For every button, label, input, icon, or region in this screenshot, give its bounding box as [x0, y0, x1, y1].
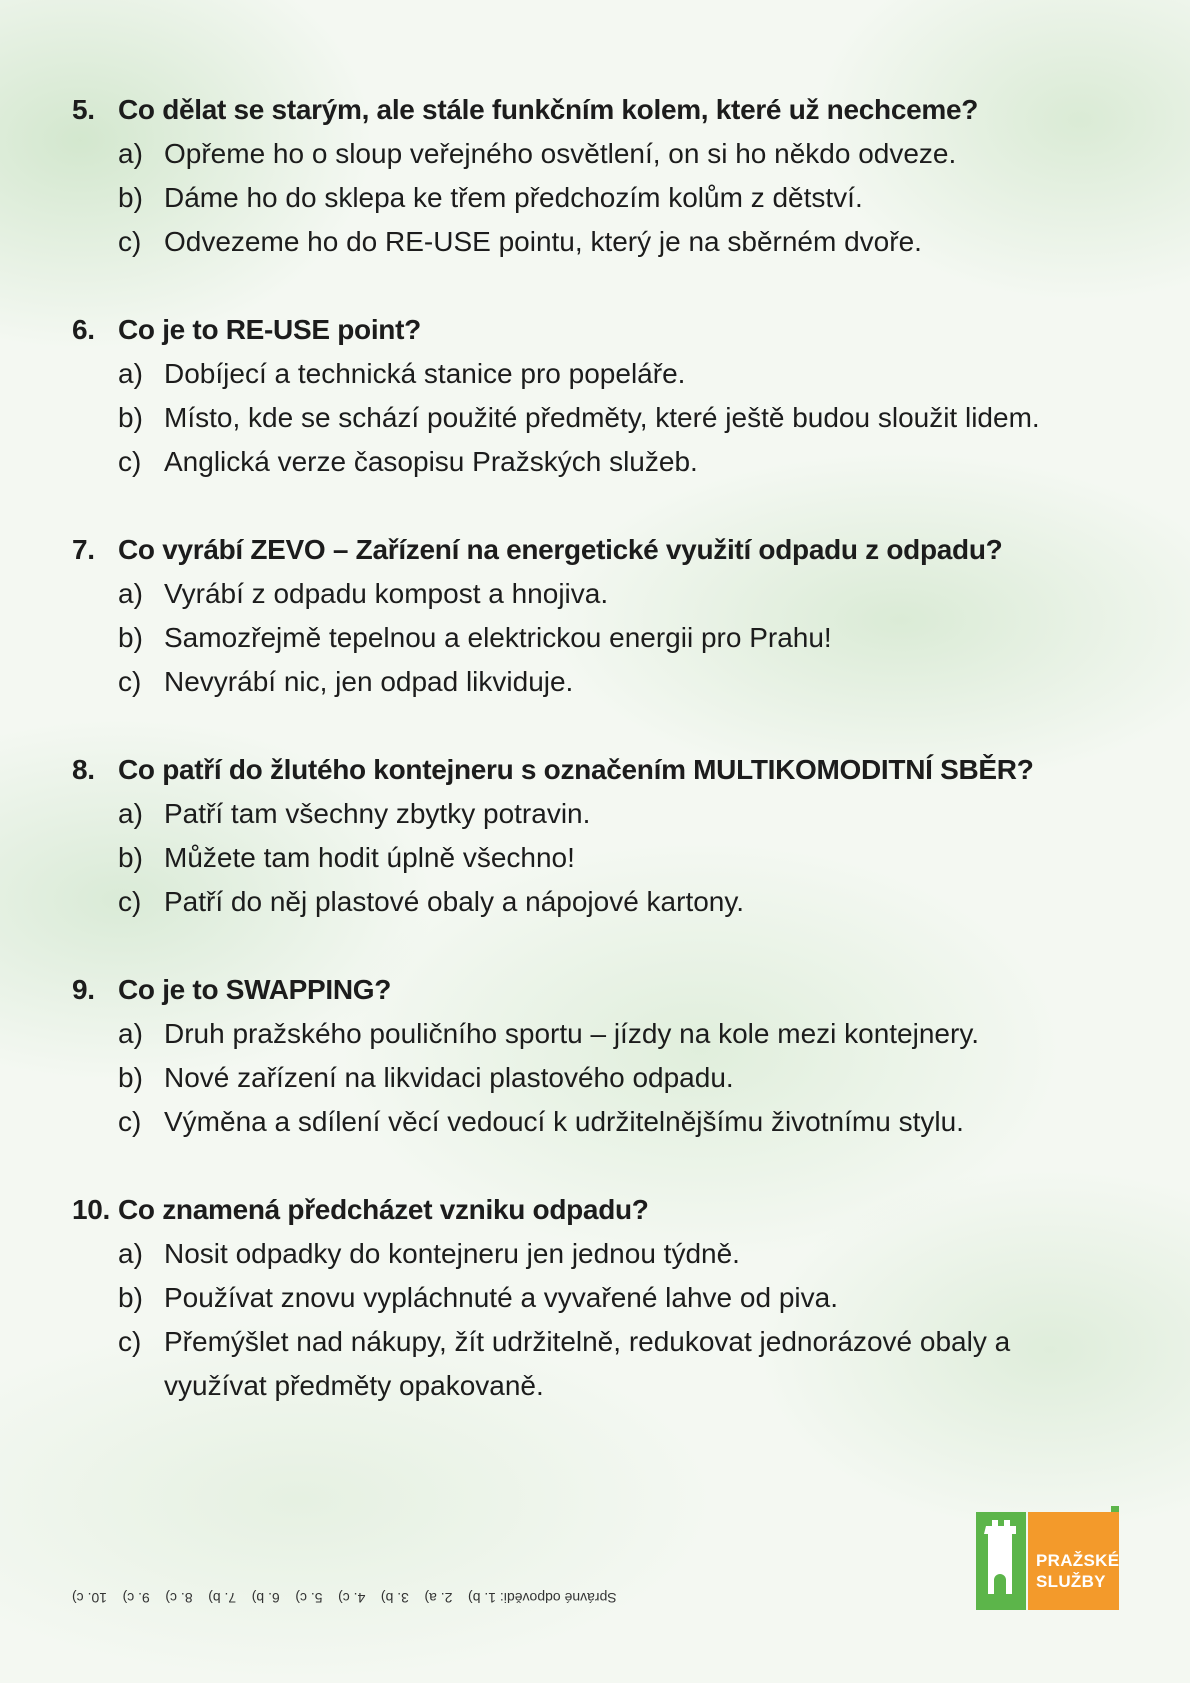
question-5 [72, 88, 1152, 264]
answer-text: Odvezeme ho do RE-USE pointu, který je na sběrném dvoře. [164, 226, 922, 257]
answer-key: a) [118, 1018, 143, 1049]
question-6 [72, 308, 1152, 484]
answer-key: c) [118, 886, 142, 917]
answer-key: a) [118, 358, 143, 389]
answer-text: Anglická verze časopisu Pražských služeb. [164, 446, 698, 477]
answer-text: Nové zařízení na likvidaci plastového odpadu. [164, 1062, 734, 1093]
question-number: 5. [72, 94, 95, 125]
answer-option [72, 660, 1152, 704]
logo-text [1036, 1550, 1119, 1592]
answer-key: b) [118, 842, 143, 873]
answer-option [72, 1232, 1152, 1276]
answer-key: b) [118, 1062, 143, 1093]
answer-text: Druh pražského pouličního sportu – jízdy na kole mezi kontejnery. [164, 1018, 980, 1049]
answer-option [72, 396, 1152, 440]
answer-text: Přemýšlet nad nákupy, žít udržitelně, redukovat jednorázové obaly a využívat předměty opakovaně. [164, 1326, 1011, 1401]
answer-text: Používat znovu vypláchnuté a vyvařené lahve od piva. [164, 1282, 838, 1313]
answer-option [72, 1012, 1152, 1056]
answer-option [72, 836, 1152, 880]
answer-option [72, 132, 1152, 176]
answer-key: c) [118, 1106, 142, 1137]
upside-down-answer-key: Správné odpovědi: 1. b) 2. a) 3. b) 4. c) 5. c) 6. b) 7. b) 8. c) 9. c) 10. c) [72, 1590, 617, 1606]
answer-option [72, 440, 1152, 484]
answer-text: Můžete tam hodit úplně všechno! [164, 842, 575, 873]
answer-key: b) [118, 1282, 143, 1313]
question-text: Co je to RE-USE point? [118, 314, 421, 345]
answer-text: Opřeme ho o sloup veřejného osvětlení, on si ho někdo odveze. [164, 138, 957, 169]
answer-key: c) [118, 226, 142, 257]
answer-text: Vyrábí z odpadu kompost a hnojiva. [164, 578, 609, 609]
question-8 [72, 748, 1152, 924]
question-10 [72, 1188, 1152, 1408]
answer-option [72, 792, 1152, 836]
answer-key: b) [118, 622, 143, 653]
answer-key: a) [118, 578, 143, 609]
question-number: 9. [72, 974, 95, 1005]
answer-option [72, 880, 1152, 924]
answer-key: c) [118, 666, 142, 697]
answer-text: Patří do něj plastové obaly a nápojové kartony. [164, 886, 745, 917]
answer-option [72, 220, 1152, 264]
answer-key: a) [118, 138, 143, 169]
question-number: 8. [72, 754, 95, 785]
answer-text: Dobíjecí a technická stanice pro popeláře. [164, 358, 686, 389]
question-number: 7. [72, 534, 95, 565]
question-7 [72, 528, 1152, 704]
answer-text: Nosit odpadky do kontejneru jen jednou týdně. [164, 1238, 740, 1269]
question-text: Co dělat se starým, ale stále funkčním kolem, které už nechceme? [118, 94, 979, 125]
answer-option [72, 1276, 1152, 1320]
answer-option [72, 1100, 1152, 1144]
answer-text: Dáme ho do sklepa ke třem předchozím kolům z dětství. [164, 182, 863, 213]
answer-option [72, 616, 1152, 660]
quiz-content [72, 88, 1152, 1452]
answer-option [72, 352, 1152, 396]
question-text: Co je to SWAPPING? [118, 974, 392, 1005]
answer-text: Samozřejmě tepelnou a elektrickou energii pro Prahu! [164, 622, 832, 653]
answer-text: Místo, kde se schází použité předměty, které ještě budou sloužit lidem. [164, 402, 1040, 433]
answer-option [72, 572, 1152, 616]
answer-text: Patří tam všechny zbytky potravin. [164, 798, 591, 829]
question-9 [72, 968, 1152, 1144]
prazske-sluzby-logo [976, 1506, 1121, 1610]
answer-text: Nevyrábí nic, jen odpad likviduje. [164, 666, 574, 697]
answer-option [72, 176, 1152, 220]
question-number: 10. [72, 1194, 111, 1225]
answer-text: Výměna a sdílení věcí vedoucí k udržitelnějšímu životnímu stylu. [164, 1106, 964, 1137]
answer-key: a) [118, 1238, 143, 1269]
question-text: Co znamená předcházet vzniku odpadu? [118, 1194, 649, 1225]
logo-line2: SLUŽBY [1036, 1572, 1106, 1591]
answer-key: a) [118, 798, 143, 829]
answer-option [72, 1320, 1152, 1408]
answer-option [72, 1056, 1152, 1100]
logo-line1: PRAŽSKÉ [1036, 1551, 1120, 1570]
question-number: 6. [72, 314, 95, 345]
answer-key: b) [118, 182, 143, 213]
answer-key: b) [118, 402, 143, 433]
castle-tower-icon [976, 1512, 1026, 1610]
question-text: Co patří do žlutého kontejneru s označením MULTIKOMODITNÍ SBĚR? [118, 754, 1034, 785]
question-text: Co vyrábí ZEVO – Zařízení na energetické využití odpadu z odpadu? [118, 534, 1003, 565]
answer-key: c) [118, 446, 142, 477]
logo-green-block [976, 1512, 1026, 1610]
answer-key: c) [118, 1326, 142, 1357]
